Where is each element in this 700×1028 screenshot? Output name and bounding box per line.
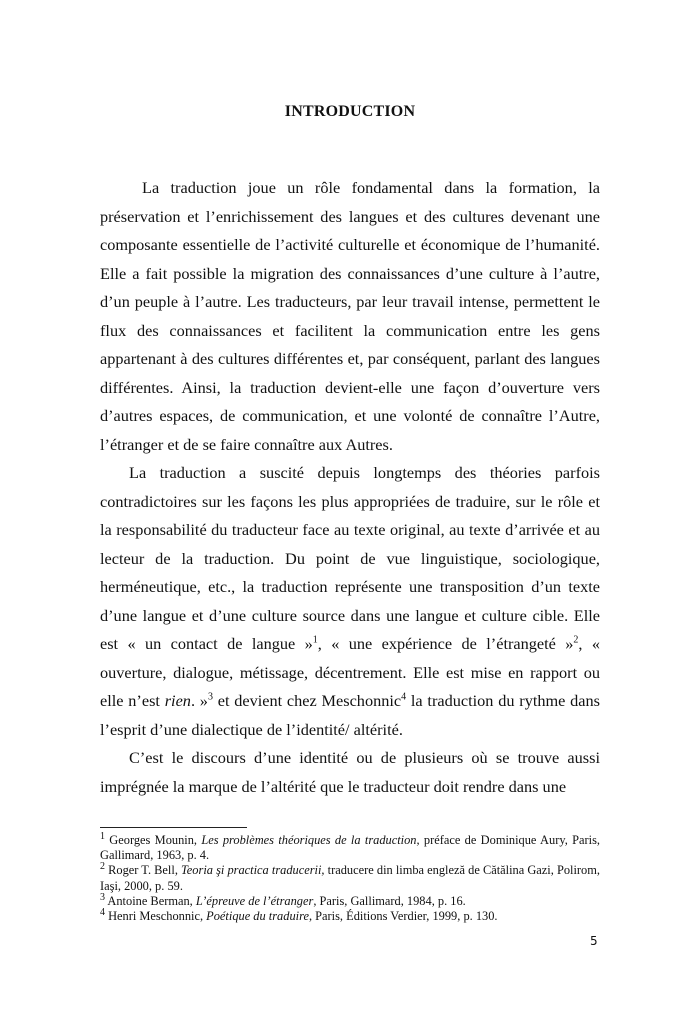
footnote-ref-1[interactable]: 1 xyxy=(312,634,318,646)
footnote-title: L’épreuve de l’étranger xyxy=(195,893,314,908)
footnote-text: Henri Meschonnic, xyxy=(105,909,207,924)
footnote-number: 4 xyxy=(100,906,105,918)
footnote-title: Teoria şi practica traducerii, xyxy=(181,863,325,878)
footnotes xyxy=(100,830,600,924)
footnote-text: préface de Dominique Aury, Paris, Gallimard, 1963, p. 4. xyxy=(100,833,600,863)
footnote-2 xyxy=(100,863,600,893)
paragraph-2-text-a: La traduction a suscité depuis longtemps des théories parfois contradictoires sur les façons les plus appropriées de traduire, sur le rôle et la responsabilité du traducteur face au texte original, au texte d’arrivée et au lecteur de la traduction. Du point de vue linguistique, sociologique, herméneutique, etc., la traduction représente une transposition d’un texte d’une langue et d’une culture source dans une langue et culture cible. Elle est « un contact de langue » xyxy=(100,463,600,653)
footnote-text: traducere din limba engleză de Cătălina Gazi, Polirom, Iaşi, 2000, p. 59. xyxy=(100,863,600,893)
chapter-title: INTRODUCTION xyxy=(284,103,416,120)
page-number: 5 xyxy=(590,934,598,948)
paragraph-2 xyxy=(100,459,600,744)
paragraph-2-text-c: , « ouverture, dialogue, métissage, décentrement. Elle est mise en rapport ou elle n’est xyxy=(100,634,601,710)
footnote-1 xyxy=(100,830,600,863)
body-text xyxy=(100,174,600,801)
paragraph-2-text-d: . » xyxy=(190,691,208,710)
paragraph-2-italic-rien: rien xyxy=(164,691,191,710)
paragraph-2-text-b: , « une expérience de l’étrangeté » xyxy=(317,634,574,653)
footnote-text: Roger T. Bell, xyxy=(105,863,182,878)
footnote-3 xyxy=(100,891,600,909)
footnote-ref-3[interactable]: 3 xyxy=(207,691,213,703)
footnote-4 xyxy=(100,906,600,924)
paragraph-2-text-e: et devient chez Meschonnic xyxy=(212,691,402,710)
footnote-number: 3 xyxy=(100,891,105,903)
paragraph-3: C’est le discours d’une identité ou de plusieurs où se trouve aussi imprégnée la marque de l’altérité que le traducteur doit rendre dans une xyxy=(100,748,600,796)
paragraph-2-text-f: la traduction du rythme dans l’esprit d’une dialectique de l’identité/ altérité. xyxy=(100,691,601,739)
footnote-ref-4[interactable]: 4 xyxy=(401,691,407,703)
footnote-ref-2[interactable]: 2 xyxy=(573,634,579,646)
footnote-title: Poétique du traduire xyxy=(206,909,309,924)
footnote-text: , Paris, Éditions Verdier, 1999, p. 130. xyxy=(308,909,498,924)
footnote-number: 1 xyxy=(100,830,105,842)
footnote-text: , Paris, Gallimard, 1984, p. 16. xyxy=(313,893,466,908)
paragraph-1: La traduction joue un rôle fondamental dans la formation, la préservation et l’enrichissement des langues et des cultures devenant une composante essentielle de l’activité culturelle et économique de l’humanité. Elle a fait possible la migration des connaissances d’une culture à l’autre, d’un peuple à l’autre. Les traducteurs, par leur travail intense, permettent le flux des connaissances et facilitent la communication entre les gens appartenant à des cultures différentes et, par conséquent, parlant des langues différentes. Ainsi, la traduction devient-elle une façon d’ouverture vers d’autres espaces, de communication, et une volonté de connaître l’Autre, l’étranger et de se faire connaître aux Autres. xyxy=(100,178,600,454)
footnote-title: Les problèmes théoriques de la traduction, xyxy=(201,833,420,847)
footnote-number: 2 xyxy=(100,861,105,873)
footnote-text: Georges Mounin, xyxy=(105,833,202,847)
footnote-separator xyxy=(100,827,247,828)
footnote-text: Antoine Berman, xyxy=(105,893,196,908)
